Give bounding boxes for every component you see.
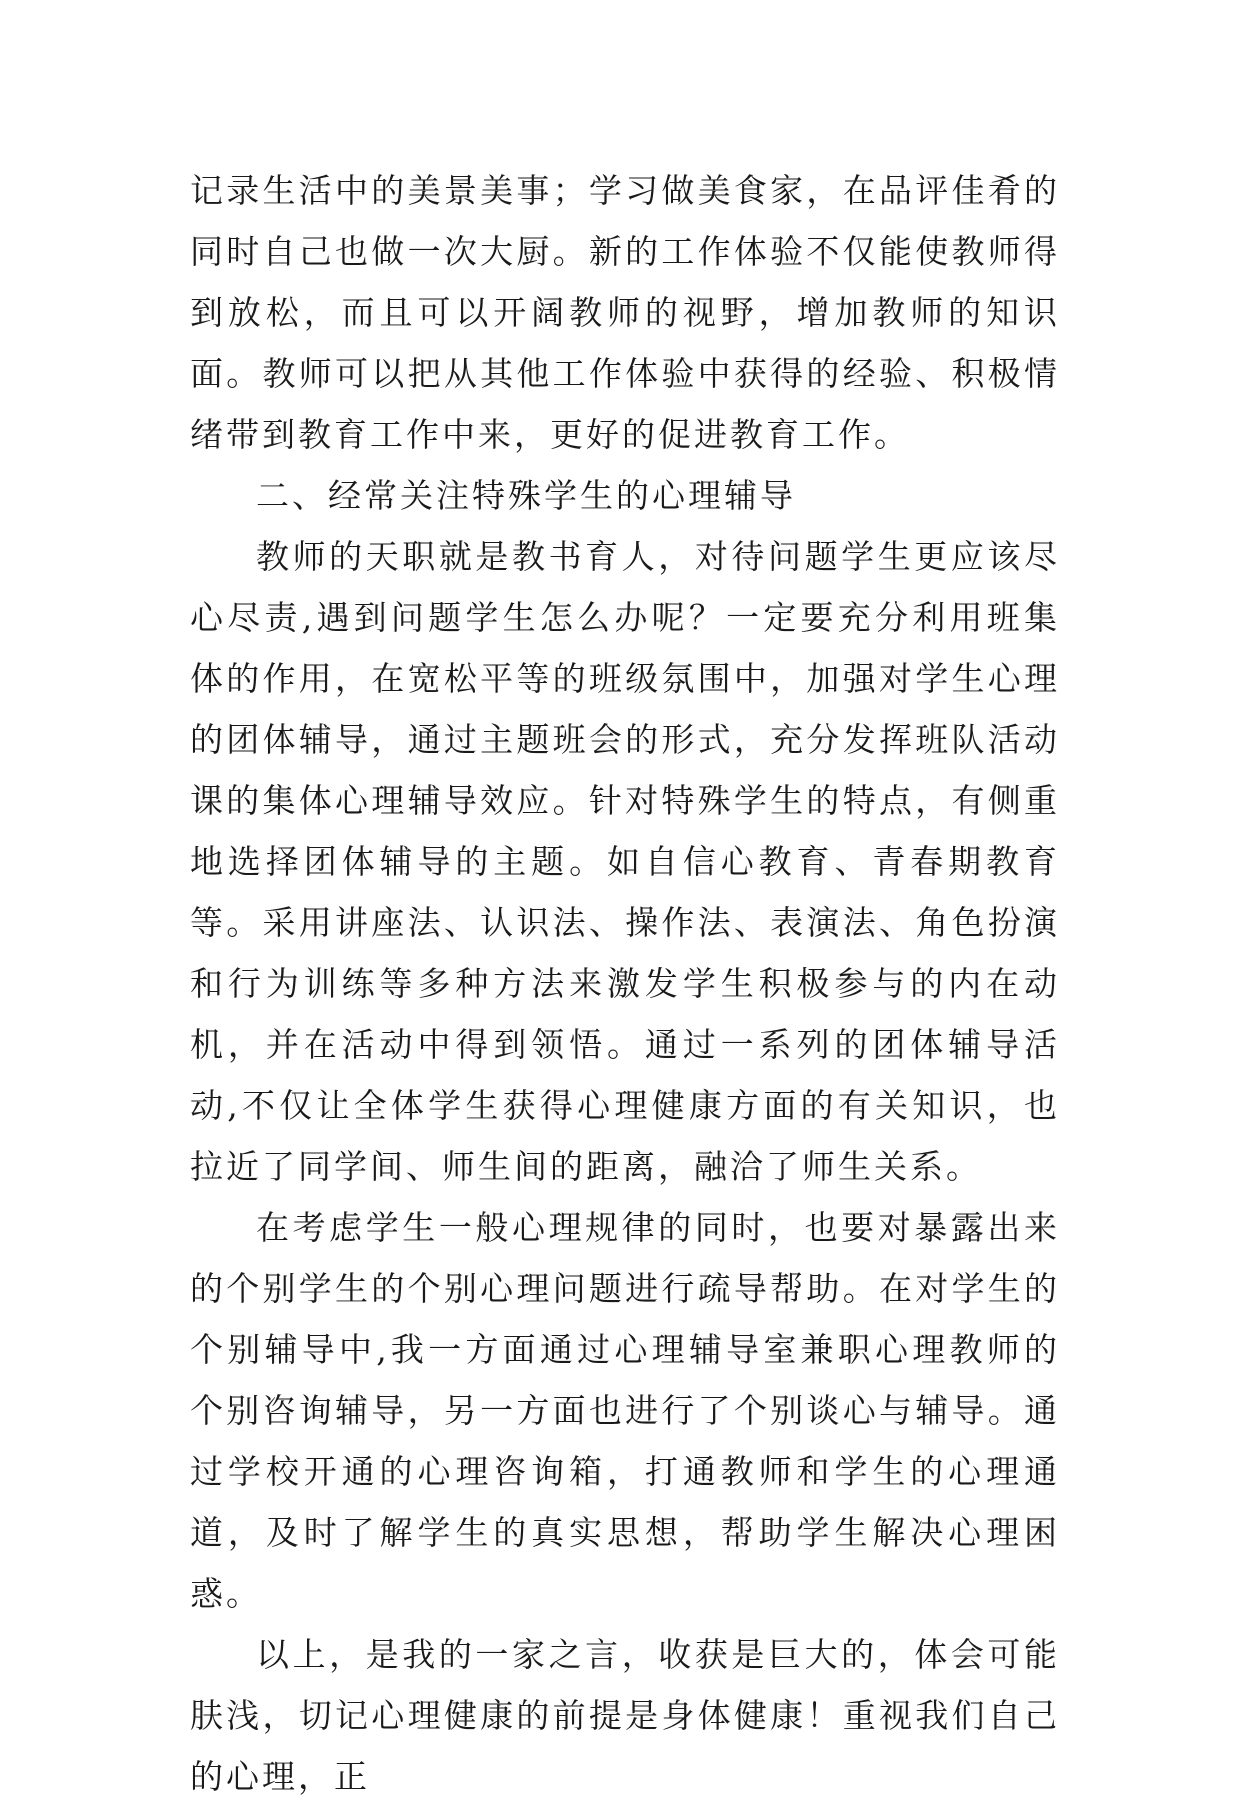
paragraph-conclusion: 以上，是我的一家之言，收获是巨大的，体会可能肤浅，切记心理健康的前提是身体健康！重视我们自己的心理，正 bbox=[190, 1635, 1060, 1796]
section-heading: 二、经常关注特殊学生的心理辅导 bbox=[256, 476, 796, 515]
paragraph-individual-counseling: 在考虑学生一般心理规律的同时，也要对暴露出来的个别学生的个别心理问题进行疏导帮助。在对学生的个别辅导中,我一方面通过心理辅导室兼职心理教师的个别咨询辅导，另一方面也进行了个别谈心与辅导。通过学校开通的心理咨询箱，打通教师和学生的心理通道，及时了解学生的真实思想，帮助学生解决心理困惑。 bbox=[190, 1208, 1060, 1613]
document-body bbox=[190, 160, 1060, 1807]
paragraph-continuation: 记录生活中的美景美事；学习做美食家，在品评佳肴的同时自己也做一次大厨。新的工作体验不仅能使教师得到放松，而且可以开阔教师的视野，增加教师的知识面。教师可以把从其他工作体验中获得的经验、积极情绪带到教育工作中来，更好的促进教育工作。 bbox=[190, 171, 1060, 454]
paragraph-group-counseling: 教师的天职就是教书育人，对待问题学生更应该尽心尽责,遇到问题学生怎么办呢？一定要充分利用班集体的作用，在宽松平等的班级氛围中，加强对学生心理的团体辅导，通过主题班会的形式，充分发挥班队活动课的集体心理辅导效应。针对特殊学生的特点，有侧重地选择团体辅导的主题。如自信心教育、青春期教育等。采用讲座法、认识法、操作法、表演法、角色扮演和行为训练等多种方法来激发学生积极参与的内在动机，并在活动中得到领悟。通过一系列的团体辅导活动,不仅让全体学生获得心理健康方面的有关知识，也拉近了同学间、师生间的距离，融洽了师生关系。 bbox=[190, 537, 1060, 1186]
